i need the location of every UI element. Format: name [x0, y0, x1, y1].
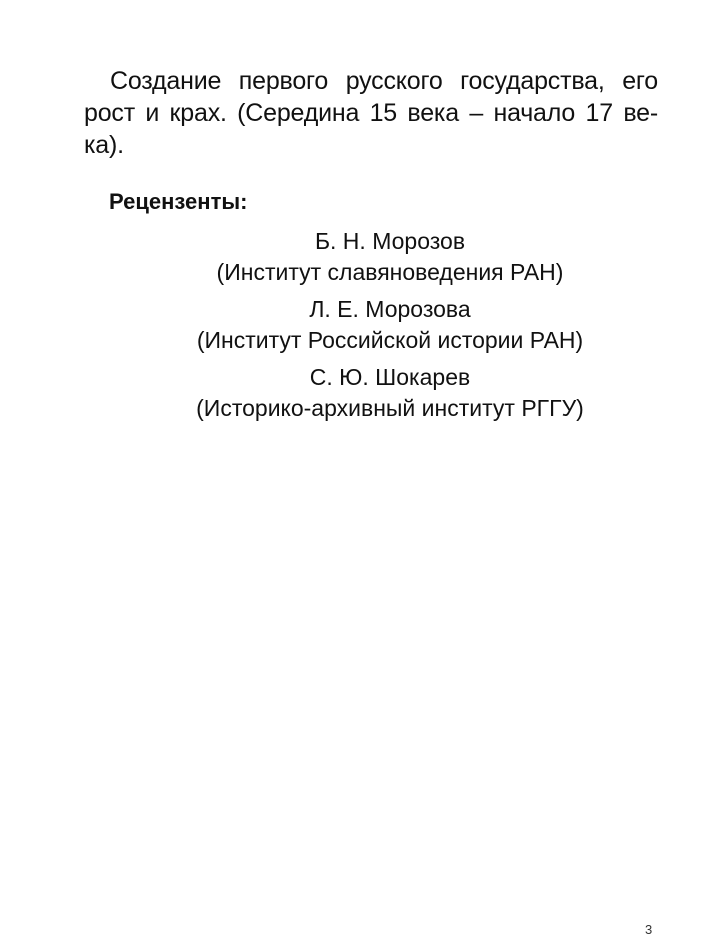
reviewer-institution: (Институт Российской истории РАН) [196, 327, 584, 353]
reviewers-list [150, 226, 630, 430]
reviewer-entry [150, 226, 630, 288]
reviewer-institution: (Институт славяноведения РАН) [216, 259, 564, 285]
reviewers-heading: Рецензенты: [109, 189, 248, 214]
reviewer-name: С. Ю. Шокарев [309, 364, 471, 390]
reviewer-entry [150, 362, 630, 424]
intro-line: рост и крах. (Середина 15 века – начало 17 ве- [84, 99, 658, 127]
reviewer-name: Л. Е. Морозова [309, 296, 471, 322]
reviewer-entry [150, 294, 630, 356]
intro-line: ка). [84, 131, 124, 159]
reviewer-institution: (Историко-архивный институт РГГУ) [196, 395, 584, 421]
intro-line: Создание первого русского государства, его [110, 67, 658, 95]
page-number: 3 [645, 922, 653, 937]
reviewer-name: Б. Н. Морозов [314, 228, 466, 254]
intro-paragraph [84, 65, 658, 161]
